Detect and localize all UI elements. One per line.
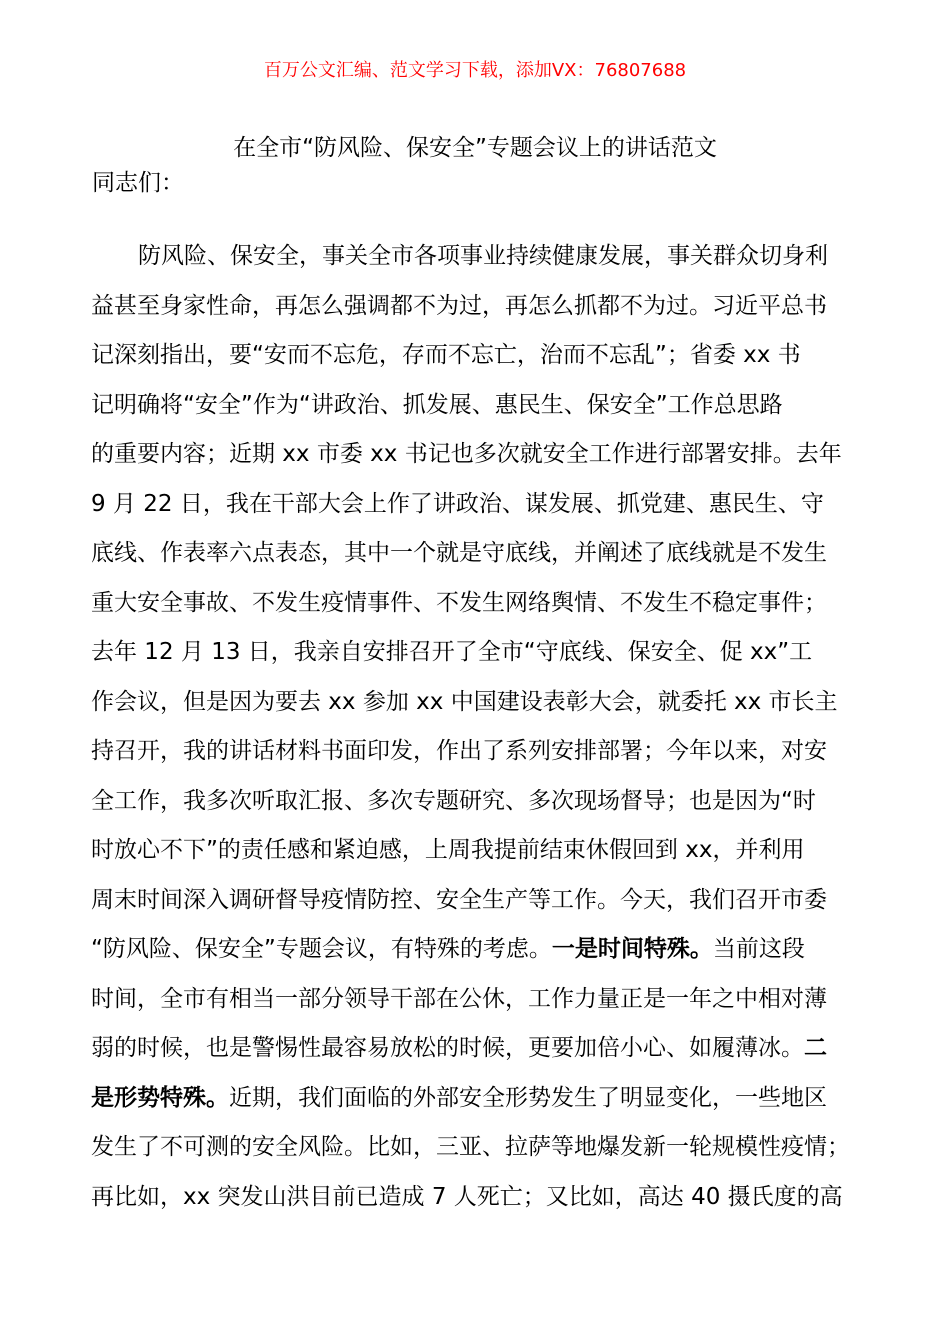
paragraph-line — [91, 1032, 827, 1064]
paragraph-line — [91, 933, 805, 965]
paragraph-line: 益甚至身家性命，再怎么强调都不为过，再怎么抓都不为过。习近平总书 — [91, 293, 827, 319]
header-note: 百万公文汇编、范文学习下载，添加VX：76807688 — [263, 60, 687, 81]
paragraph-line: 再比如，xx 突发山洪目前已造成 7 人死亡；又比如，高达 40 摄氏度的高 — [91, 1184, 843, 1210]
emphasis-text: 是形势特殊。 — [91, 1085, 229, 1111]
paragraph-line: 的重要内容；近期 xx 市委 xx 书记也多次就安全工作进行部署安排。去年 — [91, 441, 842, 467]
line-text: 近期，我们面临的外部安全形势发生了明显变化，一些地区 — [229, 1085, 827, 1111]
paragraph-line: 重大安全事故、不发生疫情事件、不发生网络舆情、不发生不稳定事件； — [91, 590, 827, 616]
paragraph-line: 底线、作表率六点表态，其中一个就是守底线，并阐述了底线就是不发生 — [91, 540, 827, 566]
paragraph-line: 记明确将“安全”作为“讲政治、抓发展、惠民生、保安全”工作总思路 — [91, 392, 783, 418]
paragraph-line: 周末时间深入调研督导疫情防控、安全生产等工作。今天，我们召开市委 — [91, 887, 827, 913]
page-title: 在全市“防风险、保安全”专题会议上的讲话范文 — [233, 135, 717, 161]
paragraph-line: 防风险、保安全，事关全市各项事业持续健康发展，事关群众切身利 — [138, 243, 828, 269]
paragraph-line: 时放心不下”的责任感和紧迫感，上周我提前结束休假回到 xx，并利用 — [91, 837, 805, 863]
paragraph-line: 时间，全市有相当一部分领导干部在公休，工作力量正是一年之中相对薄 — [91, 986, 827, 1012]
paragraph-line — [91, 1082, 827, 1114]
paragraph-line: 作会议，但是因为要去 xx 参加 xx 中国建设表彰大会，就委托 xx 市长主 — [91, 689, 838, 715]
paragraph-line: 持召开，我的讲话材料书面印发，作出了系列安排部署；今年以来，对安 — [91, 738, 827, 764]
emphasis-text: 一是时间特殊。 — [551, 936, 713, 962]
line-text: 弱的时候，也是警惕性最容易放松的时候，更要加倍小心、如履薄冰。 — [91, 1035, 804, 1061]
emphasis-text: 二 — [804, 1035, 827, 1061]
paragraph-line: 记深刻指出，要“安而不忘危，存而不忘亡，治而不忘乱”；省委 xx 书 — [91, 342, 801, 368]
paragraph-line: 全工作，我多次听取汇报、多次专题研究、多次现场督导；也是因为“时 — [91, 788, 816, 814]
salutation: 同志们： — [92, 170, 184, 196]
paragraph-line: 9 月 22 日，我在干部大会上作了讲政治、谋发展、抓党建、惠民生、守 — [91, 491, 824, 517]
paragraph-line: 去年 12 月 13 日，我亲自安排召开了全市“守底线、保安全、促 xx”工 — [91, 639, 813, 665]
line-text: “防风险、保安全”专题会议，有特殊的考虑。 — [91, 936, 552, 962]
line-text: 当前这段 — [712, 936, 805, 962]
paragraph-line: 发生了不可测的安全风险。比如，三亚、拉萨等地爆发新一轮规模性疫情； — [91, 1134, 850, 1160]
